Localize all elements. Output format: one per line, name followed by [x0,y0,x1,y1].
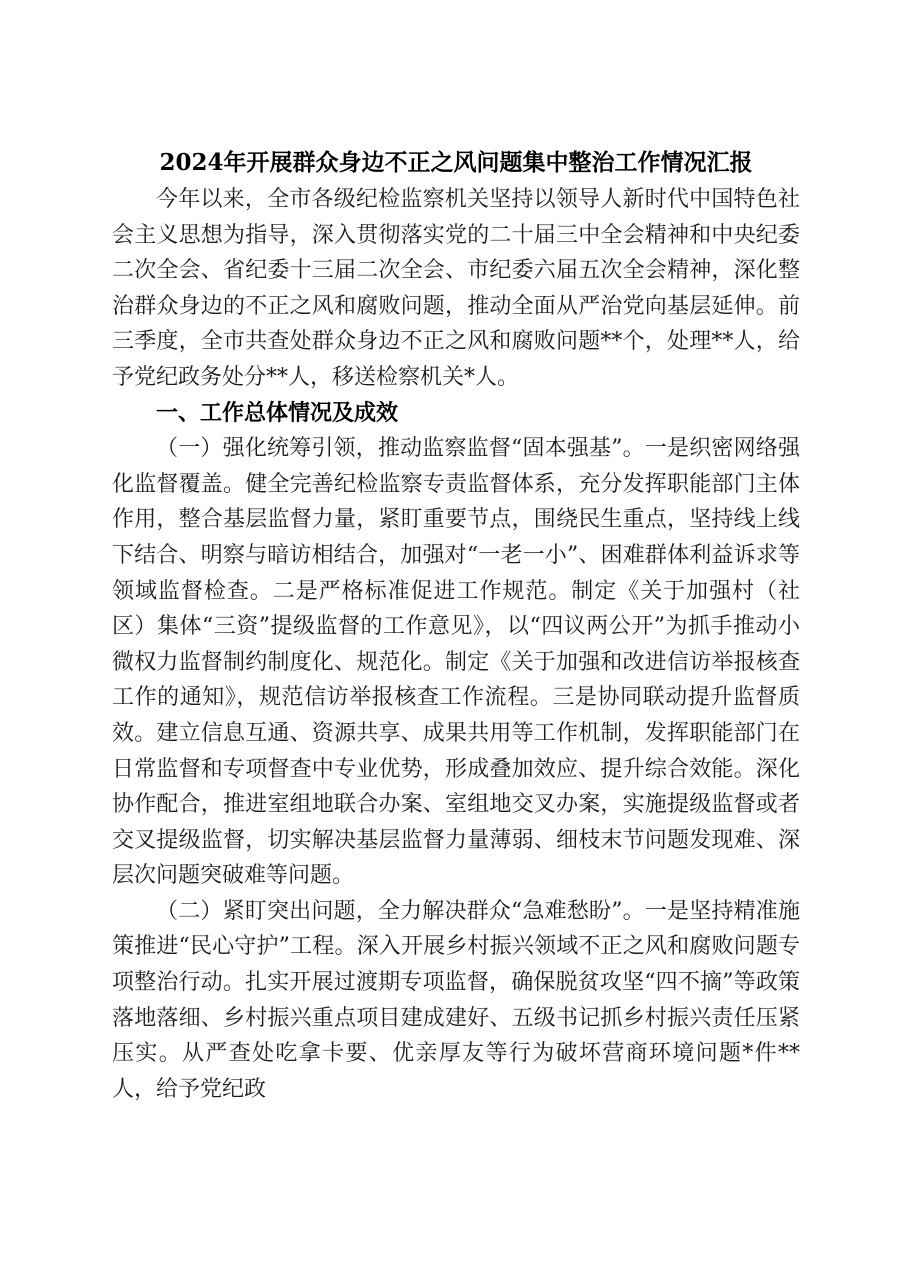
subsection-paragraph-1: （一）强化统筹引领，推动监察监督“固本强基”。一是织密网络强化监督覆盖。健全完善纪检监察专责监督体系，充分发挥职能部门主体作用，整合基层监督力量，紧盯重要节点，围绕民生重点，坚持线上线下结合、明察与暗访相结合，加强对“一老一小”、困难群体利益诉求等领域监督检查。二是严格标准促进工作规范。制定《关于加强村（社区）集体“三资”提级监督的工作意见》，以“四议两公开”为抓手推动小微权力监督制约制度化、规范化。制定《关于加强和改进信访举报核查工作的通知》，规范信访举报核查工作流程。三是协同联动提升监督质效。建立信息互通、资源共享、成果共用等工作机制，发挥职能部门在日常监督和专项督查中专业优势，形成叠加效应、提升综合效能。深化协作配合，推进室组地联合办案、室组地交叉办案，实施提级监督或者交叉提级监督，切实解决基层监督力量薄弱、细枝末节问题发现难、深层次问题突破难等问题。 [112,436,800,889]
document-body [112,144,800,1107]
section-heading-1: 一、工作总体情况及成效 [156,399,399,426]
intro-paragraph: 今年以来，全市各级纪检监察机关坚持以领导人新时代中国特色社会主义思想为指导，深入贯彻落实党的二十届三中全会精神和中央纪委二次全会、省纪委十三届二次全会、市纪委六届五次全会精神，深化整治群众身边的不正之风和腐败问题，推动全面从严治党向基层延伸。前三季度，全市共查处群众身边不正之风和腐败问题**个，处理**人，给予党纪政务处分**人，移送检察机关*人。 [112,187,800,390]
subsection-paragraph-2: （二）紧盯突出问题，全力解决群众“急难愁盼”。一是坚持精准施策推进“民心守护”工程。深入开展乡村振兴领域不正之风和腐败问题专项整治行动。扎实开展过渡期专项监督，确保脱贫攻坚“四不摘”等政策落地落细、乡村振兴重点项目建成建好、五级书记抓乡村振兴责任压紧压实。从严查处吃拿卡要、优亲厚友等行为破坏营商环境问题*件**人，给予党纪政 [112,898,800,1102]
document-title: 2024年开展群众身边不正之风问题集中整治工作情况汇报 [159,149,753,176]
